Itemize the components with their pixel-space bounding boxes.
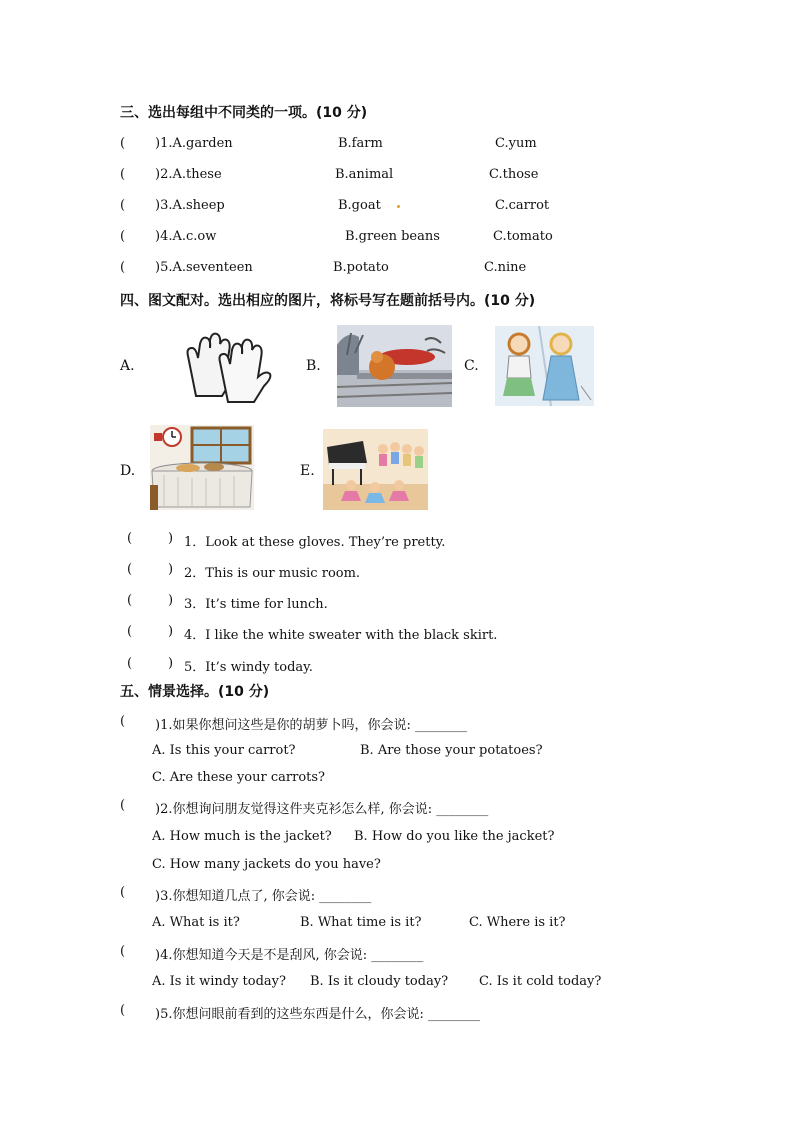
answer-paren-close: ) xyxy=(168,593,174,608)
picture-label-e: E. xyxy=(300,463,315,479)
option-b: B. Are those your potatoes? xyxy=(360,743,543,758)
item-option-b: B.green beans xyxy=(345,229,440,244)
answer-paren[interactable]: ( xyxy=(120,714,126,729)
item-option-c: C.yum xyxy=(495,136,537,151)
item-option-c: C.nine xyxy=(484,260,527,275)
picture-label-a: A. xyxy=(120,358,135,374)
item-option-b: B.animal xyxy=(335,167,394,182)
answer-paren-close: ) xyxy=(168,531,174,546)
answer-paren[interactable]: ( xyxy=(120,798,126,813)
question-text: )4.你想知道今天是不是刮风, 你会说: ________ xyxy=(155,948,424,963)
answer-paren[interactable]: ( xyxy=(127,593,133,608)
sentence-text: 5．It’s windy today. xyxy=(184,660,313,675)
picture-label-b: B. xyxy=(306,358,321,374)
option-c: C. Where is it? xyxy=(469,915,566,930)
lunch-table-picture xyxy=(150,425,254,510)
sentence-text: 4．I like the white sweater with the black skirt. xyxy=(184,628,498,643)
item-option-a: )3.A.sheep xyxy=(155,198,225,213)
question-text: )3.你想知道几点了, 你会说: ________ xyxy=(155,889,372,904)
item-option-c: C.those xyxy=(489,167,539,182)
answer-paren[interactable]: ( xyxy=(120,885,126,900)
music-room-picture xyxy=(323,429,428,510)
answer-paren[interactable]: ( xyxy=(127,656,133,671)
answer-paren[interactable]: ( xyxy=(120,260,126,275)
option-c: C. How many jackets do you have? xyxy=(152,857,381,872)
answer-paren[interactable]: ( xyxy=(127,624,133,639)
answer-paren[interactable]: ( xyxy=(120,229,126,244)
question-text: )2.你想询问朋友觉得这件夹克衫怎么样, 你会说: ________ xyxy=(155,802,489,817)
answer-paren[interactable]: ( xyxy=(120,1003,126,1018)
picture-label-d: D. xyxy=(120,463,136,479)
item-option-b: B.potato xyxy=(333,260,389,275)
option-b: B. Is it cloudy today? xyxy=(310,974,449,989)
section3-heading: 三、选出每组中不同类的一项。(10 分) xyxy=(120,105,368,121)
answer-paren-close: ) xyxy=(168,562,174,577)
answer-paren[interactable]: ( xyxy=(120,198,126,213)
picture-label-c: C. xyxy=(464,358,479,374)
stray-dot xyxy=(397,205,400,208)
windy-scene-picture xyxy=(337,325,452,407)
answer-paren-close: ) xyxy=(168,656,174,671)
option-a: A. What is it? xyxy=(152,915,240,930)
option-a: A. Is this your carrot? xyxy=(152,743,296,758)
question-text: )5.你想问眼前看到的这些东西是什么，你会说: ________ xyxy=(155,1007,480,1022)
item-option-a: )5.A.seventeen xyxy=(155,260,253,275)
answer-paren[interactable]: ( xyxy=(127,562,133,577)
answer-paren[interactable]: ( xyxy=(120,136,126,151)
sentence-text: 1．Look at these gloves. They’re pretty. xyxy=(184,535,446,550)
option-b: B. How do you like the jacket? xyxy=(354,829,555,844)
item-option-c: C.tomato xyxy=(493,229,553,244)
question-text: )1.如果你想问这些是你的胡萝卜吗，你会说: ________ xyxy=(155,718,467,733)
answer-paren[interactable]: ( xyxy=(127,531,133,546)
sentence-text: 3．It’s time for lunch. xyxy=(184,597,328,612)
option-c: C. Is it cold today? xyxy=(479,974,602,989)
sentence-text: 2．This is our music room. xyxy=(184,566,361,581)
item-option-b: B.farm xyxy=(338,136,383,151)
answer-paren[interactable]: ( xyxy=(120,167,126,182)
answer-paren[interactable]: ( xyxy=(120,944,126,959)
option-c: C. Are these your carrots? xyxy=(152,770,326,785)
option-a: A. How much is the jacket? xyxy=(152,829,332,844)
girls-clothes-picture xyxy=(495,326,594,406)
item-option-c: C.carrot xyxy=(495,198,550,213)
item-option-a: )1.A.garden xyxy=(155,136,233,151)
gloves-picture xyxy=(176,326,280,406)
option-b: B. What time is it? xyxy=(300,915,422,930)
answer-paren-close: ) xyxy=(168,624,174,639)
section5-heading: 五、情景选择。(10 分) xyxy=(120,684,270,700)
option-a: A. Is it windy today? xyxy=(152,974,286,989)
item-option-a: )2.A.these xyxy=(155,167,222,182)
item-option-a: )4.A.c.ow xyxy=(155,229,217,244)
section4-heading: 四、图文配对。选出相应的图片，将标号写在题前括号内。(10 分) xyxy=(120,293,536,309)
item-option-b: B.goat xyxy=(338,198,381,213)
